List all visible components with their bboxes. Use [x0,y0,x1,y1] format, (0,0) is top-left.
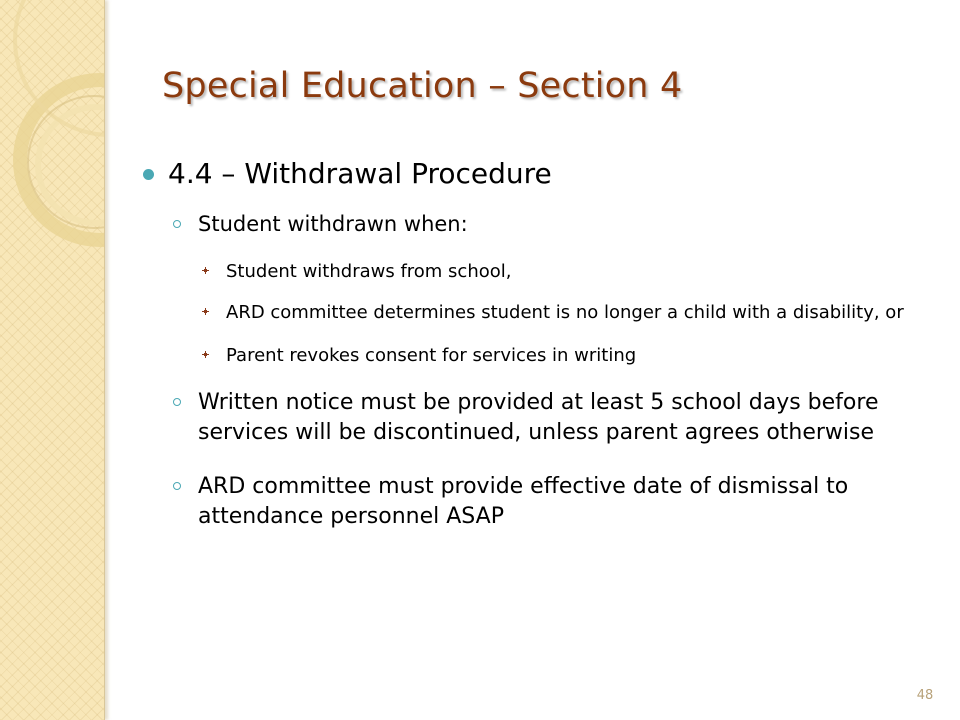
bullet-text: ARD committee must provide effective date of dismissal to attendance personnel ASAP [198,474,849,529]
bullet-level3 [118,343,918,368]
heading-text: 4.4 – Withdrawal Procedure [168,157,552,190]
concentric-rings-icon [0,0,104,720]
hollow-circle-bullet-icon [173,220,181,228]
hollow-circle-bullet-icon [173,398,181,406]
bullet-text: Written notice must be provided at least 5 school days before services will be discontinued, unless parent agrees otherwise [198,390,879,445]
bullet-text: Parent revokes consent for services in writing [226,345,637,366]
decorative-sidebar [0,0,105,720]
bullet-text: Student withdrawn when: [198,212,468,236]
small-cross-bullet-icon [204,310,207,313]
filled-circle-bullet-icon [143,169,154,180]
page-number: 48 [916,688,934,703]
bullet-text: Student withdraws from school, [226,261,512,282]
small-cross-bullet-icon [204,353,207,356]
bullet-level2 [118,210,918,239]
bullet-level3 [118,300,918,325]
bullet-level1 [118,155,918,193]
bullet-text: ARD committee determines student is no longer a child with a disability, or [226,302,904,323]
slide-title: Special Education – Section 4 [162,66,683,106]
small-cross-bullet-icon [204,269,207,272]
bullet-level2 [118,472,918,532]
hollow-circle-bullet-icon [173,482,181,490]
slide-content [118,155,918,532]
bullet-level2 [118,388,918,448]
bullet-level3 [118,259,918,284]
